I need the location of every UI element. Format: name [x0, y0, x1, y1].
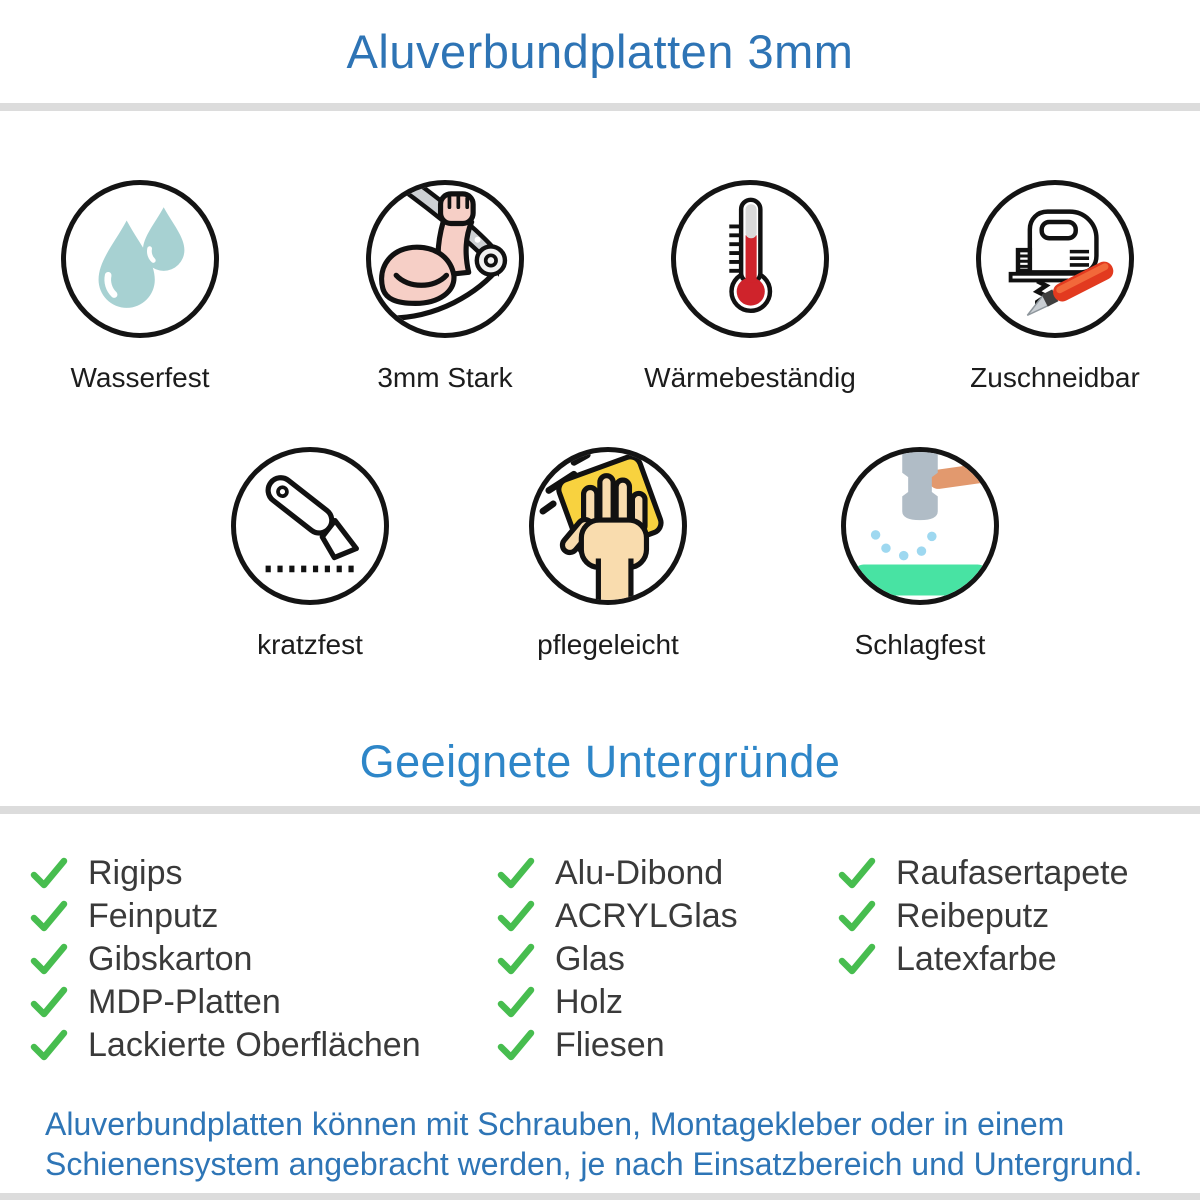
surface-item: [497, 1025, 738, 1064]
utility-knife-icon: [231, 447, 389, 605]
mounting-note-line1: Aluverbundplatten können mit Schrauben, Montagekleber oder in einem: [45, 1106, 1065, 1142]
surface-item: [30, 982, 421, 1021]
divider: [0, 806, 1200, 814]
check-icon: [838, 857, 876, 889]
feature-waterproof: [0, 180, 280, 394]
feature-impact-resistant: [780, 447, 1060, 661]
check-icon: [30, 986, 68, 1018]
surfaces-column-2: [497, 853, 738, 1064]
page-title: Aluverbundplatten 3mm: [346, 25, 854, 78]
surface-item: [497, 896, 738, 935]
surface-item: [497, 853, 738, 892]
surface-label: Gibskarton: [88, 939, 253, 978]
check-icon: [30, 1029, 68, 1061]
surface-item: [30, 1025, 421, 1064]
check-icon: [497, 857, 535, 889]
surface-item: [497, 939, 738, 978]
surface-item: [497, 982, 738, 1021]
surfaces-column-1: [30, 853, 421, 1064]
surface-label: Feinputz: [88, 896, 219, 935]
check-icon: [497, 943, 535, 975]
check-icon: [838, 943, 876, 975]
feature-label: Wärmebeständig: [644, 362, 856, 393]
check-icon: [30, 943, 68, 975]
surface-label: Rigips: [88, 853, 183, 892]
check-icon: [497, 900, 535, 932]
feature-easy-care: [468, 447, 748, 661]
surfaces-column-3: [838, 853, 1129, 978]
flexed-arm-roll-icon: [366, 180, 524, 338]
feature-cuttable: [915, 180, 1195, 394]
feature-label: Wasserfest: [70, 362, 210, 393]
check-icon: [838, 900, 876, 932]
check-icon: [30, 900, 68, 932]
surface-item: [30, 896, 421, 935]
surface-label: Glas: [555, 939, 625, 978]
surface-label: Lackierte Oberflächen: [88, 1025, 421, 1064]
feature-3mm-strong: [305, 180, 585, 394]
surface-item: [838, 853, 1129, 892]
surface-item: [838, 896, 1129, 935]
surface-label: Fliesen: [555, 1025, 665, 1064]
water-drops-icon: [61, 180, 219, 338]
jigsaw-cutter-icon: [976, 180, 1134, 338]
feature-heat-resistant: [610, 180, 890, 394]
surface-label: ACRYLGlas: [555, 896, 738, 935]
feature-label: 3mm Stark: [377, 362, 513, 393]
check-icon: [30, 857, 68, 889]
feature-label: Zuschneidbar: [970, 362, 1140, 393]
feature-scratchproof: [170, 447, 450, 661]
check-icon: [497, 1029, 535, 1061]
feature-label: pflegeleicht: [537, 629, 679, 660]
surface-label: Holz: [555, 982, 624, 1021]
surface-item: [30, 939, 421, 978]
surface-label: Raufasertapete: [896, 853, 1129, 892]
section-title-surfaces: Geeignete Untergründe: [359, 736, 841, 787]
cleaning-hand-icon: [529, 447, 687, 605]
surface-item: [30, 853, 421, 892]
surface-label: Latexfarbe: [896, 939, 1057, 978]
feature-label: kratzfest: [257, 629, 363, 660]
thermometer-icon: [671, 180, 829, 338]
mounting-note: [45, 1104, 1195, 1184]
surface-item: [838, 939, 1129, 978]
feature-label: Schlagfest: [854, 629, 986, 660]
divider: [0, 1193, 1200, 1200]
mounting-note-line2: Schienensystem angebracht werden, je nach Einsatzbereich und Untergrund.: [45, 1146, 1143, 1182]
divider: [0, 103, 1200, 111]
surface-label: Alu-Dibond: [555, 853, 724, 892]
hammer-impact-icon: [841, 447, 999, 605]
check-icon: [497, 986, 535, 1018]
surface-label: Reibeputz: [896, 896, 1050, 935]
surface-label: MDP-Platten: [88, 982, 281, 1021]
